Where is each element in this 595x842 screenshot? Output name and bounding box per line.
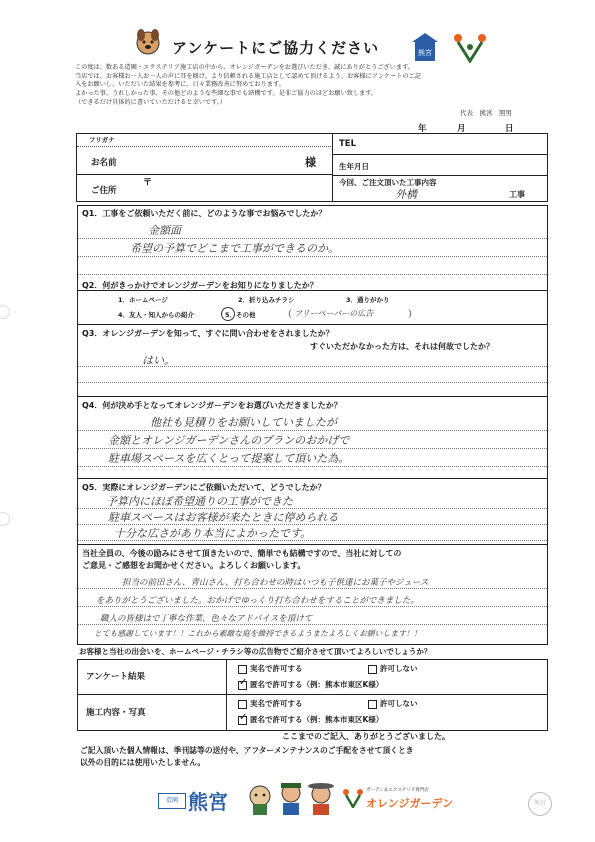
q4-answer: 他社も見積りをお願いしていましたが [150, 416, 337, 429]
footer-kumamiya-logo: 熊宮 [188, 790, 228, 814]
consent-table [77, 659, 548, 731]
footer-worker-icon [276, 780, 306, 816]
comments-title-line: 当社全員の、今後の励みにさせて頂きたいので、簡単でも結構ですので、当社に対しての [82, 549, 402, 558]
consent-option-label: 匿名で許可する（例：熊本市東区K様） [250, 715, 384, 724]
punch-hole [0, 512, 10, 526]
q4-section [77, 396, 548, 479]
comments-section [77, 544, 548, 645]
date-day-label: 日 [505, 124, 514, 134]
q2-option-4: 4．友人・知人からの紹介 [118, 311, 195, 319]
q5-answer: 駐車スペースはお客様が来たときに停められる [108, 511, 339, 524]
mascot-dog-icon [132, 26, 164, 58]
q4-answer: 駐車場スペースを広くとって提案して頂いた為。 [108, 452, 350, 465]
intro-line: （できるだけ具体的に書いていただけると幸いです。） [75, 98, 227, 106]
comments-answer: をありがとうございました。おかげでゆっくり打ち合わせをすることができました。 [96, 596, 419, 606]
q2-option-2: 2．折り込みチラシ [238, 296, 295, 304]
q3-answer: はい。 [142, 354, 175, 367]
q2-title: Q2．何がきっかけでオレンジガーデンをお知りになりましたか？ [82, 281, 318, 290]
privacy-line: ご記入頂いた個人情報は、季刊誌等の送付や、アフターメンテナンスのご手配をさせて頂くとき [80, 746, 414, 755]
q2-other-value: フリーペーパーの広告 [294, 309, 374, 318]
privacy-notice [80, 745, 414, 769]
consent-option-label: 実名で許可する [250, 664, 303, 673]
q3-subtitle: すぐいただかなかった方は、それは何故でしたか？ [310, 342, 494, 351]
page-title: アンケートにご協力ください [172, 39, 380, 57]
footer-brand-tagline: ガーデン＆エクステリア専門店 [366, 788, 429, 793]
q1-title: Q1．工事をご依頼いただく前に、どのような事でお悩みでしたか？ [82, 209, 327, 218]
intro-line: 当店では、お客様お一人お一人の声に耳を傾け、より信頼される施工店として認めて頂けるよう、お客様にアンケートのご記 [75, 72, 421, 80]
punch-hole [0, 305, 10, 319]
consent-option[interactable] [368, 663, 418, 674]
thanks-text: ここまでのご記入、ありがとうございました。 [282, 732, 450, 741]
date-month-label: 月 [457, 124, 466, 134]
footer-gardener-icon [306, 780, 336, 816]
consent-row-label: アンケート結果 [86, 672, 145, 682]
q3-title: Q3．オレンジガーデンを知って、すぐに問い合わせをされましたか？ [82, 329, 334, 338]
svg-text:熊宮: 熊宮 [418, 49, 432, 57]
consent-option[interactable] [238, 698, 303, 709]
signature: 代表 熊宮 照男 [460, 109, 512, 117]
comments-title-line: ご意見・ご感想をお聞かせください。よろしくお願いします。 [82, 561, 306, 570]
q5-answer: 予算内にほぼ希望通りの工事ができた [106, 495, 293, 508]
comments-answer: とても感謝しています！！これから素敵な庭を維持できるようまたよろしくお願いします！！ [94, 629, 422, 638]
q2-option-3: 3．通りがかり [346, 296, 390, 304]
kumamiya-crest-icon [412, 33, 438, 63]
q5-answer: 十分な広さがあり本当によかったです。 [114, 527, 312, 540]
q4-title: Q4．何が決め手となってオレンジガーデンをお選びいただきましたか？ [82, 401, 342, 410]
checkbox[interactable] [368, 700, 377, 709]
footer-mascot-dog-icon [244, 782, 276, 816]
consent-option-checked[interactable] [238, 711, 384, 725]
q5-section [77, 478, 548, 545]
birth-label: 生年月日 [339, 162, 369, 171]
work-label: 今回、ご注文頂いた工事内容 [339, 178, 437, 187]
consent-option[interactable] [238, 663, 303, 674]
checkbox[interactable] [368, 665, 377, 674]
customer-form [76, 133, 548, 202]
work-suffix: 工事 [509, 190, 525, 199]
checkbox[interactable] [238, 665, 247, 674]
work-value: 外構 [395, 188, 417, 201]
intro-text [75, 64, 545, 108]
q2-option-5: 5．その他 [225, 311, 256, 319]
consent-intro: お客様と当社の出会いを、ホームページ・チラシ等の広告物でご紹介させて頂いてよろしいでしょうか？ [79, 647, 432, 656]
privacy-line: 以外の目的には使用いたしません。 [80, 758, 206, 767]
comments-title [78, 544, 547, 574]
consent-row-label: 施工内容・写真 [86, 708, 146, 718]
tel-label: TEL [339, 139, 357, 149]
checked-checkbox[interactable]: ✓ [239, 676, 248, 688]
intro-line: よかった事、うれしかった事、その他どのような些細な事でも結構です。是非ご協力のほどお願い致します。 [75, 90, 378, 98]
date-year-label: 年 [418, 124, 427, 134]
received-stamp: 熊宮 [528, 792, 552, 816]
footer-kumamiya-small: 造園 [158, 793, 186, 809]
q4-answer: 金額とオレンジガーデンさんのプランのおかげで [108, 434, 350, 447]
q1-answer: 金額面 [148, 224, 181, 237]
address-label: ご住所 [91, 186, 117, 196]
orange-garden-logo-icon [452, 33, 488, 63]
q2-section: Q2．何がきっかけでオレンジガーデンをお知りになりましたか？ 1．ホームページ 2．折り込みチラシ 3．通りがかり 4．友人・知人からの紹介 5．その他 （ フリーペーパーの広告 ） [77, 278, 548, 325]
postal-mark: 〒 [143, 178, 153, 188]
footer-orange-garden-logo-icon [342, 788, 364, 808]
q1-answer: 希望の予算でどこまで工事ができるのか。 [130, 242, 339, 255]
consent-option-label: 許可しない [380, 664, 418, 673]
q5-title: Q5．実際にオレンジガーデンにご依頼いただいて、どうでしたか？ [82, 483, 326, 492]
consent-option-label: 匿名で許可する（例：熊本市東区K様） [250, 680, 384, 689]
checkbox[interactable] [238, 700, 247, 709]
honorific-label: 様 [305, 156, 316, 169]
comments-answer: 職人の皆様はで丁寧な作業、色々なアドバイスを頂けて [100, 614, 313, 624]
furigana-label: フリガナ [89, 136, 115, 144]
intro-line: この度は、数ある造園・エクステリア施工店の中から、オレンジガーデンをお選びいただき、誠にありがとうございます。 [75, 64, 414, 71]
q2-option-1: 1．ホームページ [118, 296, 168, 304]
consent-option[interactable] [368, 698, 418, 709]
comments-answer: 担当の前田さん、青山さん、打ち合わせの時はいつも子供達にお菓子やジュース [122, 578, 429, 588]
name-label: お名前 [91, 158, 117, 168]
consent-option-label: 実名で許可する [250, 699, 303, 708]
checked-checkbox[interactable]: ✓ [239, 711, 248, 723]
q3-section [77, 324, 548, 397]
consent-option-label: 許可しない [380, 699, 418, 708]
footer-orange-garden-name: オレンジガーデン [366, 797, 454, 810]
consent-option-checked[interactable] [238, 676, 384, 690]
intro-line: 入をお願いし、いただいた結果を参考に、日々業務改善に努めております。 [75, 81, 285, 89]
